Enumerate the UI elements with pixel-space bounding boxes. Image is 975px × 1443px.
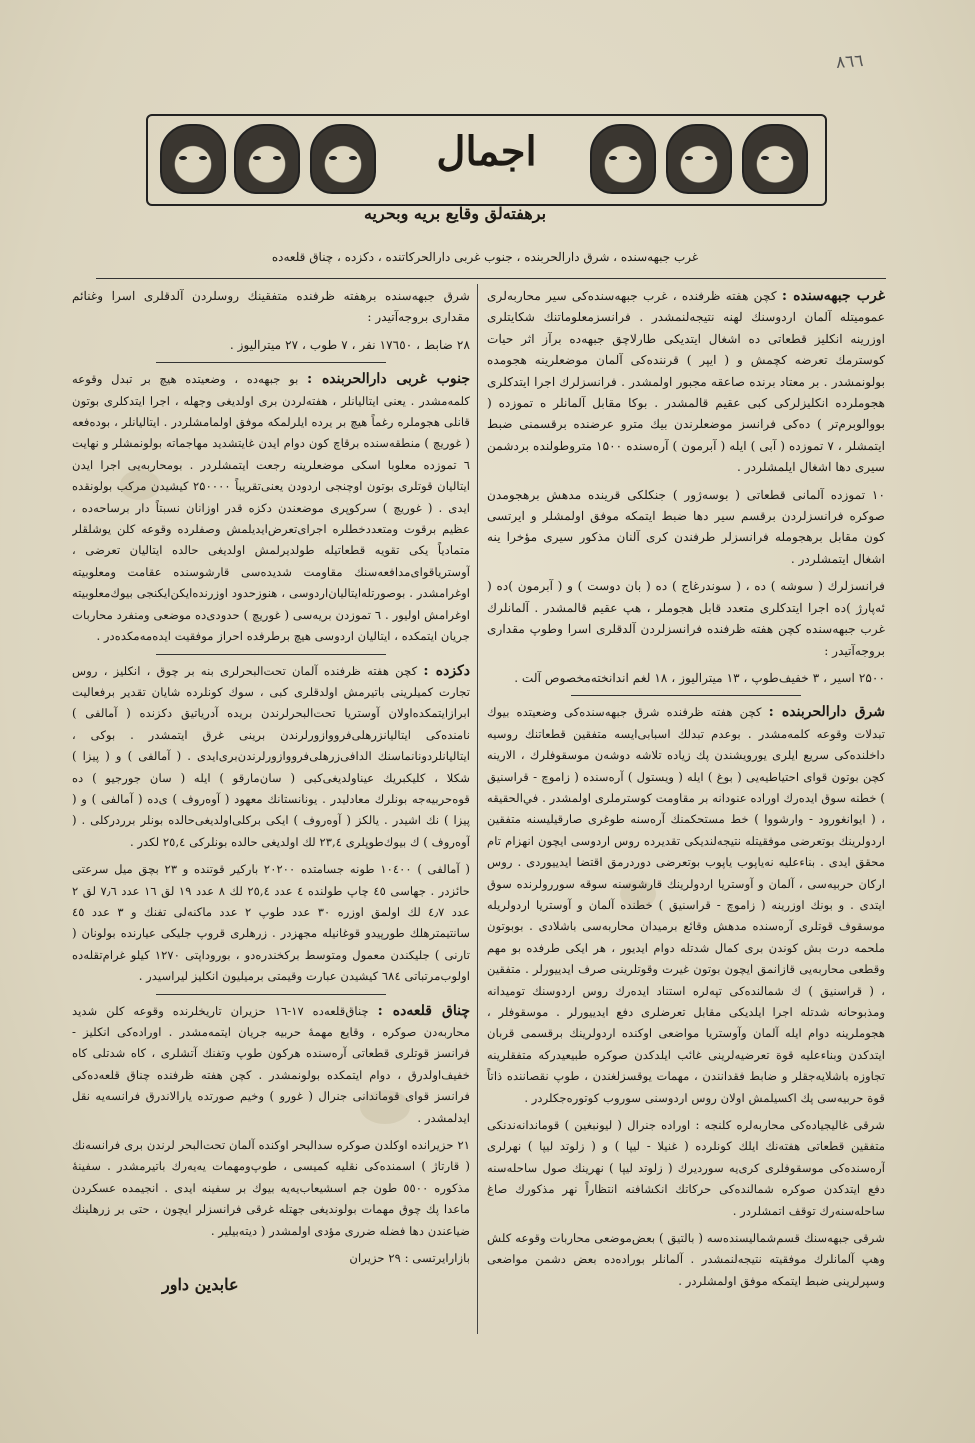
ornament-face-icon	[310, 124, 376, 194]
right-column	[487, 286, 885, 1356]
article-paragraph	[487, 702, 885, 1109]
section-rule	[156, 994, 386, 995]
article-paragraph	[487, 286, 885, 479]
article-paragraph	[72, 661, 470, 854]
dateline-text: بازارایرتسی : ۲۹ حزیران	[349, 1251, 470, 1266]
paragraph-text: شرق جبهه‌سنده برهفته ظرفنده متفقینك روسلردن آلدقلری اسرا وغنائم مقداری بروجه‌آتیدر :	[72, 289, 470, 325]
dateline	[72, 1248, 470, 1269]
paragraph-text: کچن هفته ظرفنده شرق جبهه‌سنده‌کی وضعیتده بیوك تبدلات وقوعه کلمه‌مشدر . بوعدم تبدلك اسبابی‌ایسه متفقین قطعاتنك روسیه داخلنده‌کی سریع ایلری یورویشندن پك زیاده تلاشه دوشه‌ن موسقوفلرك ، الارینه کچن بوتون قوای احتیاطیه‌یی ( بوغ ) ایله ( ویستول ) آره‌سنده ( زاموچ - قراسنیق ) خطنه سوق ایده‌رك اوراده عنودانه بر مقاومت کوسترملری اولمشدر . في‌الحقیقه ، ( ایوانغورود - وارشووا ) خط مستحکمنك آره‌سنه طوغری صارقیلیسنه متفقین اردولرینك بوتعرضی موفقیتله نتیجه‌لندیکی تقدیرده روس اردوسی ایچون انهزام تام محقق ایدی . بناءعلیه نه‌یاپوب یاپوب بوتعرضی دوردرمق اقتضا ایدییوردی . روس ارکان حربیه‌سی ، آلمان و آوستریا اردولرینك قارشوسنه سوقه سوررولرنده سوق ایتدی . و بونك اوزرینه ( زاموچ - قراسنیق ) خطنده آلمان و آوستریا اردولریله موسقوف قوتلری آره‌سنده مدهش وقائع برمیدان محاربه‌سی باشلادی . بوبوتون ملحمه درت بش کوندن بری کمال شدتله دوام ایدیور ، هر ایکی طرفده بو مهم وقطعی محاربه‌یی قازانمق ایچون بوتون غیرت وقوتلرینی صرف ایدییورلر . متفقین ، ( قراسنیق ) ك شمالنده‌کی تپه‌لره استناد ایده‌رك روس اردوسنك تومیدانه ومذبوحانه شدتله اجرا ایلدیکی مقابل تعرضلری دفع ایدییورلر . موسقوفلر ، هجوملرینه دوام ایله آلمان وآوستریا مواضعی اوکنده اردولرینك برقسمی قربان ایتدکدن وبناءعلیه قوة تعرضیه‌لرینی غائب ایلدکدن صوکره طبیعیدرکه متفقلرینه تجاوزه باشلایه‌جقلر و ضابط فقدانندن ، مهمات یوقسزلغندن ، طوپ نقصاننده ذاتاً قوة حربیه‌سی پك اکسیلمش اولان روس اردوسنی سوروب کوتوره‌جکلردر .	[487, 705, 885, 1105]
paragraph-text: ۲۸ ضابط ، ۱۷٦٥۰ نفر ، ۷ طوب ، ۲۷ میترالیوز .	[229, 337, 470, 352]
section-heading: چناق قلعه‌ده :	[377, 1002, 470, 1019]
ornament-face-icon	[234, 124, 300, 194]
masthead	[146, 114, 827, 206]
section-subtitle: برهفته‌لق وقایع بریه وبحریه	[363, 204, 547, 223]
article-paragraph	[72, 1001, 470, 1129]
left-column	[72, 286, 470, 1356]
paragraph-text: شرقی غالیجیاده‌کی محاربه‌لره کلنجه : اوراده جنرال ( لیونبغین ) قوماندانه‌ندنکی متفقین قطعاتی هفته‌نك ایلك کونلرده ( غنیلا - لیپا ) و ( زلوتد لیپا ) نهرلری آره‌سنده‌کی موسقوفلری کری‌یه سوردیرك ( زلوتد لیپا ) نهرینك صول ساحله‌سنه دفع ایتدکدن صوکره شمالنده‌کی حرکاتك انکشافنه انتظاراً نهر مذکورك صاغ ساحله‌سنه‌رك توقف اتمشلردر .	[487, 1118, 885, 1218]
paragraph-text: چناق‌قلعه‌ده ۱۷-۱٦ حزیران تاریخلرنده وقوعه کلن شدید محاربه‌دن صوکره ، وقایع مهمهٔ حربیه جریان ایتمه‌مشدر . اوراده‌کی انکلیز - فرانسز قوتلری قطعاتی آره‌سنده هرکون طوپ وتفنك آتشلری ، کاه شدتلی کاه خفیف‌اولدرق ، دوام ایتمکده بولونمشدر . کچن هفته ظرفنده چناق قلعه‌ده‌کی فرانسز قوای قوماندانی جنرال ( غورو ) وخیم صورتده یارالاندرق فرانسه‌یه نقل ایدلمشدر .	[72, 1003, 470, 1125]
paragraph-text: بو جبهه‌ده ، وضعیتده هیچ بر تبدل وقوعه کلمه‌مشدر . یعنی ایتالیانلر ، هفته‌لردن بری اولدیغی وجهله ، اجرا ایتدکلری بوتون قانلی هجوملره رغماً هیچ بر یرده ایلرلمکه موفق اولمامشلردر . ایتالیانلر ، بوده‌فعه ( غوریچ ) منطقه‌سنده برقاچ کون دوام ایدن غایتشدید مهاجماته بولونمشلر و نهایت ٦ تموزده‌ معلوبا اسکی موضعلرینه رجعت ایتمشلردر . بومحاربه‌یی اجرا ایدن ایتالیان قوتلری بوتون اوچنجی اردودن یعنی‌تقریباً ۲۵۰۰۰۰ کیشیدن مرکب بولونقده ایدی . ( غوریچ ) سرکوپری موضعندن دکزه قدر اوزانان نسبتاً دار برساحه‌ده ، عظیم برقوت ومتعددخطلره اجرای‌تعرض‌ایدیلمش و‌صفلرده وقوعه کلن یوشلقلر متمادیاً یکی تقویه قطعاتیله طولدیرلمش اولدیغی حالده ایتالیان تعرضی ، آوستریاقوای‌مدافعه‌سنك مقاومت شدیده‌سی قارشوسنده عقامت ومعلوبیته اوغرامشدر . بوصورتله‌ایتالیان‌اردوسی ، هنوزحدود اوزرنده‌ایکن‌ایکنجی بیوك‌معلوبیته اوغرامش اولیور . ٦ تموزدن بریه‌سی ( غوریچ ) حدودی‌ده موضعی ومنفرد محاربات جریان ایتمکده ، ایتالیان اردوسی هیچ برطرفده احراز موفقیت ایده‌مه‌مکده‌در .	[72, 372, 470, 644]
paragraph-text: ۲۱ حزیرانده اوکلدن صوکره سدالبحر اوکنده آلمان تحت‌البحر لرندن بری فرانسه‌نك ( قارتاژ ) اسمنده‌کی نقلیه کمیسی ، طوپ‌ومهمات یه‌یه‌رك باتیرمشدر . سفینهٔ مذکوره ٥٥۰۰ طون جم اسشیعاب‌یه‌یه بیوك بر سفینه ایدی . انجیمده عسکردن ماعدا پك چوق مهمات بولوندیغی جهتله غرقی فرانسزلر ایچون ، حتی بر زرهلینك ضیاعندن دها فضله ضرری مؤدی اولمشدر ( دیته‌بیلیر .	[72, 1138, 470, 1238]
article-paragraph	[72, 369, 470, 647]
masthead-title: اجمال	[436, 128, 537, 175]
ornament-face-icon	[742, 124, 808, 194]
topics-line: غرب جبهه‌سنده ، شرق دارالحربنده ، جنوب غربی دارالحرکاتنده ، دکزده ، چناق قلعه‌ده	[271, 250, 699, 264]
article-paragraph	[487, 576, 885, 662]
column-divider	[477, 284, 478, 1334]
section-rule	[156, 654, 386, 655]
paragraph-text: کچن هفته ظرفنده ، غرب جبهه‌سنده‌کی سیر محاربه‌لری عمومیتله آلمان اردوسنك لهنه نتیجه‌لنمشدر . فرانسزمعلوماتنك شکایتلری اوزرینه انکلیز قطعاتی ده اشغال ایتدیکی طارلاچق جبهه‌ده برآز اثر حیات کوسترمك تعرضه کچمش و ( ایپر ) قرننده‌کی آلمان موضعلرینه هجومده بولونمشدر . بر معتاد برنده صاعقه مجبور اولمشدر . فرانسزلرك اجرا ایتدکلری هجوملرده انکلیزلرکی کبی عقیم قالمشدر . بوکا مقابل آلمانلر ه تموزده ( بووالوبرم‌تر ) ده‌کی فرانسز موضعلرندن بیك مترو عرضنده برقسمنی ضبط ایتمشلر ، ۷ تموزده ( آبی ) ایله ( آبرمون ) آره‌سنده ۱۵۰۰ متروطولنده بردشمن سیری دها اشغال ایلمشلردر .	[487, 289, 885, 475]
article-paragraph	[487, 1115, 885, 1222]
paragraph-text: فرانسزلرك ( سوشه ) ده ، ( سوندرغاج ) ده ( بان دوست ) و ( آبرمون )ده ( ئه‌پارژ )ده اجرا ایتدکلری متعدد قابل هجوملر ، هپ عقیم قالمشدر . آلمانلرك غرب جبهه‌سنده کچن هفته ظرفنده فرانسزلردن آلدقلری اسرا وطوپ مقداری بروجه‌آتیدر :	[487, 579, 885, 658]
ornament-face-icon	[160, 124, 226, 194]
section-heading: شرق دارالحربنده :	[768, 704, 885, 721]
ornament-face-icon	[666, 124, 732, 194]
paragraph-text: شرقی جبهه‌سنك قسم‌شمالیسنده‌سه ( بالتیق ) بعض‌موضعی محاربات وقوعه کلش وهپ آلمانلرك موفقیته نتیجه‌لنمشدر . آلمانلر بوراده‌ده بعض دشمن مواضعی وسپرلرینی ضبط ایتمکه موفق اولمشلردر .	[487, 1231, 885, 1288]
paragraph-text: ۱۰ تموزده آلمانی قطعاتی ( بوسه‌ژور ) جنکلکی قرینده مدهش برهجومدن صوکره فرانسزلردن برقسم سیر دها ضبط ایتمکه موفق اولمشلر و ایرتسی کون مقابل برهجومله فرانسزلر طرفندن کری آلنان مذکور سیری مؤخرا ینه اشغال ایتمشلردر .	[487, 487, 885, 566]
section-heading: جنوب غربی دارالحربنده :	[307, 371, 470, 388]
article-paragraph	[487, 485, 885, 571]
header-rule	[96, 278, 886, 279]
article-paragraph	[72, 286, 470, 329]
paragraph-text: ( آمالفی ) ۱۰٤۰۰ طونه جسامتده ۲۰۲۰۰ بارکیر قوتنده و ۲۳ بچق میل سرعتی حائزدر . جهاسی ٤٥ چاپ طولنده ٤ عدد ۲٥,٤ لك ۸ عدد ۱۹ لق ۱٦ عدد ۷٫٦ لق ۲ عدد ٤٫۷ لك اولمق اوزره ۳۰ عدد طوپ ۲ عدد ماکنه‌لی تفنك و ۳ عدد ٤٥ سانتیمترهلك طورپیدو قوغانیله مجهزدر . زرهلری قروپ جلیکی عیارنده بولونان ( تارنی ) جلیکندن معمول ومتوسط برکخندره‌دو ، بوروداپتی ۱۲۷۰ کیلو غرام‌تقله‌ده اولوب‌مرتباتی ٦۸٤ کیشیدن عبارت وقیمتی برمیلیون انکلیز لیراسیدر .	[72, 862, 470, 984]
section-heading: دکزده :	[423, 662, 470, 679]
article-paragraph	[487, 668, 885, 689]
article-paragraph	[72, 1135, 470, 1242]
article-paragraph	[72, 335, 470, 356]
paragraph-text: کچن هفته ظرفنده آلمان تحت‌البحرلری بنه بر چوق ، انکلیز ، روس تجارت کمیلرینی باتیرمش اولدقلری کبی ، سوك کونلرده شایان تقدیر برفعالیت ابرازایتمکده‌اولان آوستریا تحت‌البحرلرندن بریده آدریاتیق دکزنده ( آمالفی ) نامنده‌کی ایتالیانزرهلی‌فرووازورلرندن برینی غرق ایتمشدر . بوکی ، ایتالیانلردونانماسنك الدافی‌زرهلی‌فرووازورلرندن‌بری‌ایدی . ( آمالفی ) و ( پیزا ) شکلا ، کلیکبریك عیناولدیغی‌کبی ( سان‌مارقو ) ایله ( سان جورجیو ) ده قوه‌حربیه‌جه بونلرك معادلیدر . یونانستانك معهود ( آوه‌روف ) ی‌ده ( آمالفی ) و ( پیزا ) نك اشیدر . یالکز ( آوه‌روف ) ایکی برکلی‌اولدیغی‌حالده بونلر برردرکلی . ( آوه‌روف ) ك بیوك‌طوپلری ۲۳,٤ لك اولدیغی حالده بونلرکی ۲٥,٤ لکدر .	[72, 663, 470, 849]
page-number: ٨٦٦	[835, 51, 865, 73]
section-rule	[156, 362, 386, 363]
section-rule	[571, 695, 801, 696]
author-signature: عابدین داور	[162, 1275, 239, 1295]
section-heading: غرب جبهه‌سنده :	[781, 288, 885, 304]
article-paragraph	[72, 859, 470, 987]
ornament-face-icon	[590, 124, 656, 194]
article-paragraph	[487, 1228, 885, 1292]
paragraph-text: ۲۵۰۰ اسیر ، ۳ خفیف‌طوپ ، ۱۳ میترالیوز ، ۱۸ لغم اندانخته‌مخصوص آلت .	[514, 670, 885, 685]
